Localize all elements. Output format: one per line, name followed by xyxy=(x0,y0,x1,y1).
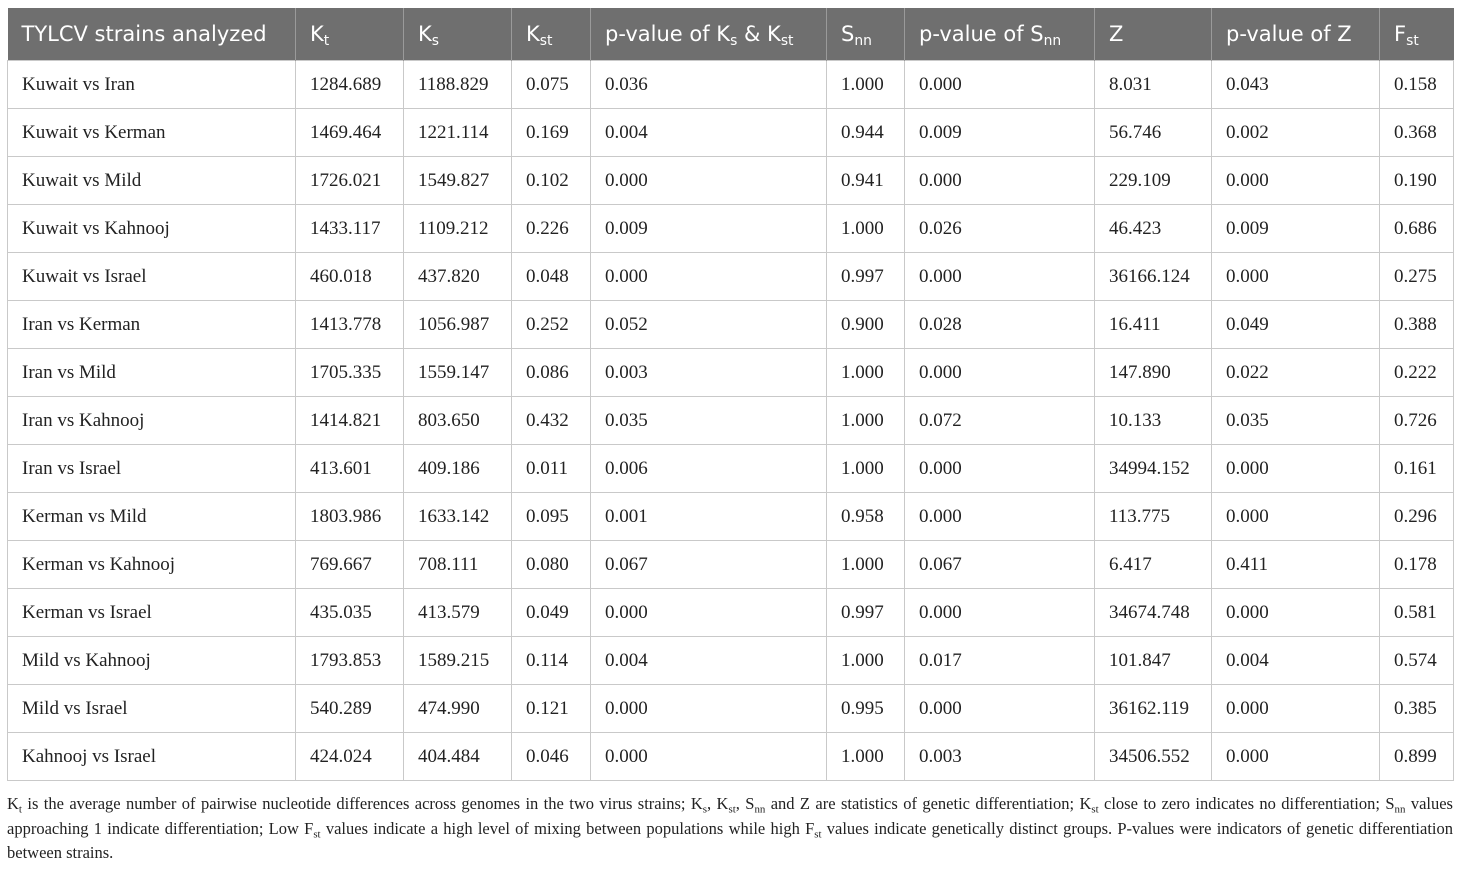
table-cell: 113.775 xyxy=(1095,493,1212,541)
table-cell: 1433.117 xyxy=(296,205,404,253)
header-text: Z xyxy=(1109,22,1124,46)
table-cell: 769.667 xyxy=(296,541,404,589)
table-cell: 1413.778 xyxy=(296,301,404,349)
header-subscript: s xyxy=(431,33,440,50)
table-cell: 147.890 xyxy=(1095,349,1212,397)
strain-pair-cell: Kuwait vs Kerman xyxy=(8,109,296,157)
table-cell: 1469.464 xyxy=(296,109,404,157)
table-cell: 0.052 xyxy=(591,301,827,349)
table-row xyxy=(8,685,1454,733)
table-cell: 0.006 xyxy=(591,445,827,493)
table-cell: 0.026 xyxy=(905,205,1095,253)
table-cell: 34674.748 xyxy=(1095,589,1212,637)
table-cell: 0.997 xyxy=(827,253,905,301)
table-cell: 0.049 xyxy=(1212,301,1380,349)
table-cell: 409.186 xyxy=(404,445,512,493)
table-cell: 0.899 xyxy=(1380,733,1454,781)
table-cell: 1793.853 xyxy=(296,637,404,685)
table-cell: 0.009 xyxy=(1212,205,1380,253)
table-row xyxy=(8,733,1454,781)
table-row xyxy=(8,157,1454,205)
table-cell: 1559.147 xyxy=(404,349,512,397)
column-header xyxy=(8,8,296,61)
table-row xyxy=(8,301,1454,349)
table-cell: 0.252 xyxy=(512,301,591,349)
header-subscript: t xyxy=(323,33,330,50)
table-cell: 0.121 xyxy=(512,685,591,733)
footnote-subscript: st xyxy=(814,827,822,840)
table-cell: 0.000 xyxy=(591,589,827,637)
table-cell: 0.411 xyxy=(1212,541,1380,589)
table-footnote xyxy=(7,792,1453,866)
header-text: K xyxy=(418,22,432,46)
table-cell: 0.036 xyxy=(591,61,827,109)
table-cell: 0.046 xyxy=(512,733,591,781)
column-header xyxy=(1095,8,1212,61)
table-cell: 0.067 xyxy=(591,541,827,589)
table-cell: 0.028 xyxy=(905,301,1095,349)
column-header xyxy=(512,8,591,61)
table-cell: 1803.986 xyxy=(296,493,404,541)
strain-pair-cell: Kuwait vs Israel xyxy=(8,253,296,301)
table-row xyxy=(8,349,1454,397)
table-cell: 0.385 xyxy=(1380,685,1454,733)
table-cell: 0.161 xyxy=(1380,445,1454,493)
header-row xyxy=(8,8,1454,61)
table-row xyxy=(8,493,1454,541)
table-cell: 0.035 xyxy=(1212,397,1380,445)
table-cell: 0.009 xyxy=(591,205,827,253)
header-text: F xyxy=(1394,22,1407,46)
table-cell: 1221.114 xyxy=(404,109,512,157)
footnote-subscript: nn xyxy=(754,803,766,816)
table-cell: 1188.829 xyxy=(404,61,512,109)
table-cell: 229.109 xyxy=(1095,157,1212,205)
table-cell: 0.002 xyxy=(1212,109,1380,157)
table-cell: 1.000 xyxy=(827,733,905,781)
table-row xyxy=(8,637,1454,685)
strain-pair-cell: Kerman vs Mild xyxy=(8,493,296,541)
table-cell: 0.995 xyxy=(827,685,905,733)
table-cell: 0.275 xyxy=(1380,253,1454,301)
table-cell: 0.075 xyxy=(512,61,591,109)
strain-pair-cell: Kerman vs Israel xyxy=(8,589,296,637)
table-cell: 1284.689 xyxy=(296,61,404,109)
header-subscript: st xyxy=(1406,33,1419,50)
table-cell: 0.178 xyxy=(1380,541,1454,589)
table-cell: 0.944 xyxy=(827,109,905,157)
table-cell: 0.000 xyxy=(1212,589,1380,637)
table-cell: 1.000 xyxy=(827,397,905,445)
table-cell: 0.000 xyxy=(1212,157,1380,205)
table-row xyxy=(8,541,1454,589)
table-cell: 0.009 xyxy=(905,109,1095,157)
strain-pair-cell: Kuwait vs Iran xyxy=(8,61,296,109)
footnote-text: values approaching 1 indicate differentiation; Low F xyxy=(7,794,1453,838)
header-text: & K xyxy=(737,22,781,46)
table-cell: 0.900 xyxy=(827,301,905,349)
table-cell: 0.095 xyxy=(512,493,591,541)
data-table xyxy=(7,8,1454,781)
table-cell: 0.686 xyxy=(1380,205,1454,253)
strain-pair-cell: Kuwait vs Mild xyxy=(8,157,296,205)
table-cell: 0.049 xyxy=(512,589,591,637)
column-header xyxy=(827,8,905,61)
table-cell: 0.048 xyxy=(512,253,591,301)
strain-pair-cell: Kuwait vs Kahnooj xyxy=(8,205,296,253)
strain-pair-cell: Iran vs Mild xyxy=(8,349,296,397)
table-cell: 0.072 xyxy=(905,397,1095,445)
table-cell: 16.411 xyxy=(1095,301,1212,349)
column-header xyxy=(296,8,404,61)
table-cell: 0.574 xyxy=(1380,637,1454,685)
table-cell: 0.000 xyxy=(905,685,1095,733)
header-text: K xyxy=(310,22,324,46)
table-cell: 0.432 xyxy=(512,397,591,445)
table-row xyxy=(8,253,1454,301)
table-body xyxy=(8,61,1454,781)
table-cell: 460.018 xyxy=(296,253,404,301)
table-cell: 413.579 xyxy=(404,589,512,637)
table-cell: 0.000 xyxy=(591,157,827,205)
footnote-text: is the average number of pairwise nucleotide differences across genomes in the two virus strains; K xyxy=(21,794,703,813)
footnote-subscript: st xyxy=(1091,803,1099,816)
table-cell: 0.114 xyxy=(512,637,591,685)
table-cell: 36166.124 xyxy=(1095,253,1212,301)
table-cell: 1056.987 xyxy=(404,301,512,349)
footnote-text: values indicate a high level of mixing between populations while high F xyxy=(320,818,815,838)
table-cell: 46.423 xyxy=(1095,205,1212,253)
table-cell: 0.000 xyxy=(905,157,1095,205)
header-subscript: st xyxy=(539,33,553,50)
table-row xyxy=(8,205,1454,253)
table-cell: 0.388 xyxy=(1380,301,1454,349)
table-cell: 404.484 xyxy=(404,733,512,781)
table-cell: 1705.335 xyxy=(296,349,404,397)
table-cell: 1.000 xyxy=(827,541,905,589)
header-text: S xyxy=(841,22,855,46)
table-cell: 0.035 xyxy=(591,397,827,445)
table-cell: 1.000 xyxy=(827,445,905,493)
column-header xyxy=(404,8,512,61)
header-text: p-value of S xyxy=(919,22,1044,46)
table-cell: 0.581 xyxy=(1380,589,1454,637)
table-cell: 1589.215 xyxy=(404,637,512,685)
header-subscript: s xyxy=(730,33,738,50)
table-cell: 0.043 xyxy=(1212,61,1380,109)
table-cell: 56.746 xyxy=(1095,109,1212,157)
footnote-subscript: s xyxy=(702,803,708,816)
strain-pair-cell: Kerman vs Kahnooj xyxy=(8,541,296,589)
table-cell: 474.990 xyxy=(404,685,512,733)
table-cell: 1.000 xyxy=(827,349,905,397)
table-cell: 0.022 xyxy=(1212,349,1380,397)
header-text: p-value of Z xyxy=(1226,22,1352,46)
footnote-text: close to zero indicates no differentiation; S xyxy=(1098,794,1395,813)
table-cell: 0.000 xyxy=(905,589,1095,637)
column-header xyxy=(1212,8,1380,61)
column-header xyxy=(1380,8,1454,61)
table-cell: 0.958 xyxy=(827,493,905,541)
table-cell: 803.650 xyxy=(404,397,512,445)
table-cell: 34994.152 xyxy=(1095,445,1212,493)
footnote-text: , K xyxy=(707,794,729,813)
column-header xyxy=(591,8,827,61)
table-cell: 0.011 xyxy=(512,445,591,493)
table-cell: 0.000 xyxy=(591,685,827,733)
table-cell: 6.417 xyxy=(1095,541,1212,589)
table-cell: 0.190 xyxy=(1380,157,1454,205)
table-cell: 8.031 xyxy=(1095,61,1212,109)
table-cell: 0.017 xyxy=(905,637,1095,685)
table-cell: 708.111 xyxy=(404,541,512,589)
table-cell: 0.226 xyxy=(512,205,591,253)
table-cell: 0.000 xyxy=(591,253,827,301)
table-cell: 1726.021 xyxy=(296,157,404,205)
table-cell: 1633.142 xyxy=(404,493,512,541)
table-cell: 0.000 xyxy=(905,253,1095,301)
footnote-text: and Z are statistics of genetic differentiation; K xyxy=(765,794,1092,813)
footnote-subscript: st xyxy=(313,827,321,840)
header-subscript: st xyxy=(780,33,794,50)
table-row xyxy=(8,397,1454,445)
table-cell: 34506.552 xyxy=(1095,733,1212,781)
footnote-subscript: nn xyxy=(1394,803,1406,816)
table-cell: 101.847 xyxy=(1095,637,1212,685)
table-cell: 1414.821 xyxy=(296,397,404,445)
table-cell: 0.086 xyxy=(512,349,591,397)
table-cell: 413.601 xyxy=(296,445,404,493)
table-row xyxy=(8,61,1454,109)
footnote-text: , S xyxy=(735,794,755,813)
table-cell: 0.000 xyxy=(1212,733,1380,781)
table-cell: 435.035 xyxy=(296,589,404,637)
strain-pair-cell: Mild vs Israel xyxy=(8,685,296,733)
table-cell: 1.000 xyxy=(827,61,905,109)
table-cell: 424.024 xyxy=(296,733,404,781)
strain-pair-cell: Iran vs Israel xyxy=(8,445,296,493)
table-cell: 0.941 xyxy=(827,157,905,205)
footnote-text: K xyxy=(7,794,19,813)
table-cell: 0.000 xyxy=(905,61,1095,109)
table-cell: 0.000 xyxy=(1212,685,1380,733)
table-cell: 0.080 xyxy=(512,541,591,589)
table-cell: 0.004 xyxy=(591,637,827,685)
table-row xyxy=(8,109,1454,157)
table-cell: 10.133 xyxy=(1095,397,1212,445)
table-cell: 1549.827 xyxy=(404,157,512,205)
table-cell: 0.158 xyxy=(1380,61,1454,109)
table-cell: 1.000 xyxy=(827,205,905,253)
table-cell: 0.003 xyxy=(591,349,827,397)
table-cell: 1.000 xyxy=(827,637,905,685)
table-cell: 0.004 xyxy=(591,109,827,157)
table-cell: 437.820 xyxy=(404,253,512,301)
table-cell: 0.000 xyxy=(905,493,1095,541)
table-cell: 0.102 xyxy=(512,157,591,205)
table-cell: 0.296 xyxy=(1380,493,1454,541)
header-text: p-value of K xyxy=(605,22,731,46)
table-cell: 0.000 xyxy=(1212,445,1380,493)
table-row xyxy=(8,445,1454,493)
header-text: K xyxy=(526,22,540,46)
table-cell: 0.726 xyxy=(1380,397,1454,445)
table-cell: 0.067 xyxy=(905,541,1095,589)
table-cell: 0.222 xyxy=(1380,349,1454,397)
header-subscript: nn xyxy=(854,33,872,50)
header-subscript: nn xyxy=(1043,33,1062,50)
table-cell: 0.000 xyxy=(1212,253,1380,301)
table-cell: 36162.119 xyxy=(1095,685,1212,733)
table-cell: 0.004 xyxy=(1212,637,1380,685)
strain-pair-cell: Iran vs Kahnooj xyxy=(8,397,296,445)
strain-pair-cell: Iran vs Kerman xyxy=(8,301,296,349)
footnote-text: values indicate genetically distinct groups. P-values were indicators of genetic differentiation between strains. xyxy=(7,818,1453,862)
column-header xyxy=(905,8,1095,61)
strain-pair-cell: Kahnooj vs Israel xyxy=(8,733,296,781)
table-cell: 0.000 xyxy=(1212,493,1380,541)
table-cell: 0.169 xyxy=(512,109,591,157)
footnote-subscript: st xyxy=(728,803,736,816)
table-cell: 0.997 xyxy=(827,589,905,637)
header-text: TYLCV strains analyzed xyxy=(21,22,267,46)
table-cell: 1109.212 xyxy=(404,205,512,253)
table-cell: 0.000 xyxy=(591,733,827,781)
footnote-subscript: t xyxy=(18,803,22,816)
table-cell: 0.001 xyxy=(591,493,827,541)
table-cell: 0.000 xyxy=(905,349,1095,397)
table-row xyxy=(8,589,1454,637)
table-container xyxy=(7,8,1453,781)
table-cell: 0.000 xyxy=(905,445,1095,493)
table-cell: 0.368 xyxy=(1380,109,1454,157)
table-cell: 0.003 xyxy=(905,733,1095,781)
strain-pair-cell: Mild vs Kahnooj xyxy=(8,637,296,685)
table-cell: 540.289 xyxy=(296,685,404,733)
